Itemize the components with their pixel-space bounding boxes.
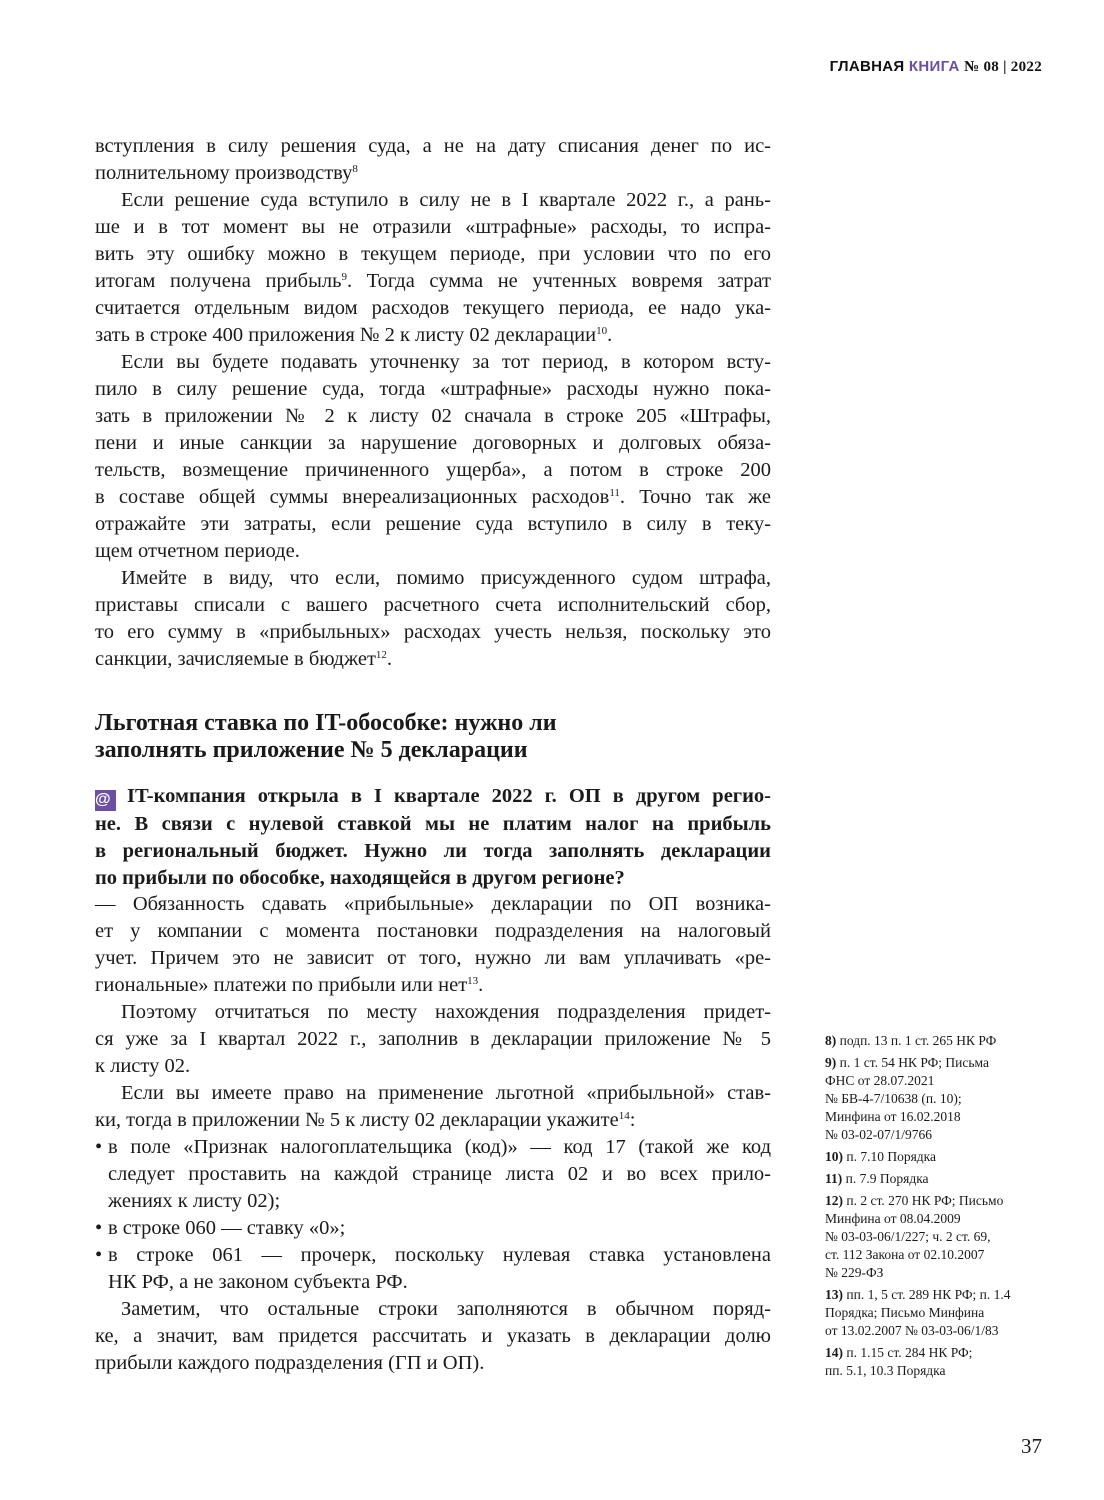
- footnote: 12) п. 2 ст. 270 НК РФ; Письмо Минфина от 08.04.2009 № 03-03-06/1/227; ч. 2 ст. 69, ст. 112 Закона от 02.10.2007 № 229-ФЗ: [825, 1193, 1004, 1280]
- email-question-icon: @: [95, 790, 116, 811]
- text-line: итогам получена прибыль$^9$. Тогда сумма не учтенных вовремя затрат: [95, 270, 771, 292]
- text-line: Если вы будете подавать уточненку за тот период, в котором всту-: [121, 351, 771, 373]
- reader-question: [95, 783, 771, 892]
- text-line: приставы списали с вашего расчетного счета исполнительский сбор,: [95, 594, 771, 616]
- text-line: к листу 02.: [95, 1055, 191, 1077]
- question-line: по прибыли по обособке, находящейся в другом регионе?: [95, 867, 625, 889]
- text-line: отражайте эти затраты, если решение суда вступило в силу в теку-: [95, 513, 771, 535]
- footnote-number: 14): [825, 1345, 847, 1360]
- text-line: ке, а значит, вам придется рассчитать и указать в декларации долю: [95, 1325, 771, 1347]
- footnote-ref: 9: [341, 271, 347, 283]
- text-line: считается отдельным видом расходов текущего периода, ее надо ука-: [95, 297, 771, 319]
- text-line: учет. Причем это не зависит от того, нужно ли вам уплачивать «ре-: [95, 947, 771, 969]
- bullet-line: следует проставить на каждой странице листа 02 и во всех прило-: [108, 1163, 771, 1185]
- question-line: в региональный бюджет. Нужно ли тогда заполнять декларации: [95, 840, 771, 862]
- text-line: пени и иные санкции за нарушение договорных и долговых обяза-: [95, 432, 771, 454]
- text-line: ет у компании с момента постановки подразделения на налоговый: [95, 920, 771, 942]
- text-line: зать в приложении № 2 к листу 02 сначала в строке 205 «Штрафы,: [95, 405, 771, 427]
- heading-line: Льготная ставка по IT-обособке: нужно ли: [95, 710, 557, 736]
- text-line: санкции, зачисляемые в бюджет$^{12}$.: [95, 648, 393, 670]
- text-line: пило в силу решение суда, тогда «штрафные» расходы нужно пока-: [95, 378, 771, 400]
- footnote: 14) п. 1.15 ст. 284 НК РФ; пп. 5.1, 10.3 Порядка: [825, 1345, 973, 1378]
- text-line: то его сумму в «прибыльных» расходах учесть нельзя, поскольку это: [95, 621, 771, 643]
- text-line: — Обязанность сдавать «прибыльные» декларации по ОП возника-: [95, 893, 771, 915]
- footnote-number: 10): [825, 1149, 847, 1164]
- footnote-ref: 11: [609, 487, 620, 499]
- text-line: ки, тогда в приложении № 5 к листу 02 декларации укажите$^{14}$:: [95, 1109, 636, 1131]
- brand-name-accent: КНИГА: [908, 58, 960, 75]
- text-line: Заметим, что остальные строки заполняются в обычном поряд-: [121, 1298, 771, 1320]
- text-line: Если решение суда вступило в силу не в I квартале 2022 г., а рань-: [121, 189, 771, 211]
- footnote: 13) пп. 1, 5 ст. 289 НК РФ; п. 1.4 Порядка; Письмо Минфина от 13.02.2007 № 03-03-06/1/83: [825, 1287, 1011, 1338]
- footnote-number: 8): [825, 1033, 840, 1048]
- text-line: Поэтому отчитаться по месту нахождения подразделения придет-: [121, 1001, 771, 1023]
- question-line: @ IT-компания открыла в I квартале 2022 г. ОП в другом регио-: [95, 783, 771, 811]
- footnotes: [825, 1032, 1055, 1384]
- bullet-line: НК РФ, а не законом субъекта РФ.: [108, 1271, 408, 1293]
- text-line: прибыли каждого подразделения (ГП и ОП).: [95, 1352, 485, 1374]
- footnote-ref: 13: [467, 975, 479, 987]
- issue-number: № 08 | 2022: [964, 59, 1042, 75]
- footnote-number: 9): [825, 1055, 840, 1070]
- footnote: 10) п. 7.10 Порядка: [825, 1149, 937, 1164]
- running-header: [830, 58, 1042, 76]
- footnote-number: 11): [825, 1171, 846, 1186]
- heading-line: заполнять приложение № 5 декларации: [95, 737, 528, 763]
- page-number: 37: [1021, 1434, 1042, 1458]
- bullet-line: жениях к листу 02);: [108, 1190, 281, 1212]
- footnote-ref: 10: [596, 325, 608, 337]
- text-line: полнительному производству$^8$: [95, 162, 358, 184]
- footnote-ref: 14: [618, 1110, 630, 1122]
- footnote: 8) подп. 13 п. 1 ст. 265 НК РФ: [825, 1033, 997, 1048]
- text-line: вить эту ошибку можно в текущем периоде, при условии что по его: [95, 243, 771, 265]
- text-line: вступления в силу решения суда, а не на дату списания денег по ис-: [95, 135, 771, 157]
- footnote-ref: 8: [352, 163, 358, 175]
- text-line: в составе общей суммы внереализационных расходов$^{11}$. Точно так же: [95, 486, 771, 508]
- section-heading: [95, 710, 771, 764]
- text-line: гиональные» платежи по прибыли или нет$^{13}$.: [95, 974, 484, 996]
- text-line: Если вы имеете право на применение льготной «прибыльной» став-: [121, 1082, 771, 1104]
- footnote: 9) п. 1 ст. 54 НК РФ; Письма ФНС от 28.07.2021 № БВ-4-7/10638 (п. 10); Минфина от 16.02.2018 № 03-02-07/1/9766: [825, 1055, 989, 1142]
- footnote-number: 12): [825, 1193, 847, 1208]
- brand-name: ГЛАВНАЯ: [829, 58, 905, 75]
- article-text-top: [95, 133, 771, 673]
- bullet-line: • в строке 060 — ставку «0»;: [95, 1215, 771, 1242]
- question-line: не. В связи с нулевой ставкой мы не платим налог на прибыль: [95, 813, 771, 835]
- bullet-line: • в поле «Признак налогоплательщика (код)» — код 17 (такой же код: [95, 1134, 771, 1161]
- text-line: зать в строке 400 приложения № 2 к листу 02 декларации$^{10}$.: [95, 324, 613, 346]
- footnote: 11) п. 7.9 Порядка: [825, 1171, 929, 1186]
- footnote-number: 13): [825, 1287, 847, 1302]
- text-line: щем отчетном периоде.: [95, 540, 300, 562]
- text-line: Имейте в виду, что если, помимо присужденного судом штрафа,: [121, 567, 771, 589]
- text-line: тельств, возмещение причиненного ущерба», а потом в строке 200: [95, 459, 771, 481]
- text-line: ше и в тот момент вы не отразили «штрафные» расходы, то испра-: [95, 216, 771, 238]
- answer-text: [95, 891, 771, 1377]
- text-line: ся уже за I квартал 2022 г., заполнив в декларации приложение № 5: [95, 1028, 771, 1050]
- footnote-ref: 12: [375, 649, 387, 661]
- bullet-line: • в строке 061 — прочерк, поскольку нулевая ставка установлена: [95, 1242, 771, 1269]
